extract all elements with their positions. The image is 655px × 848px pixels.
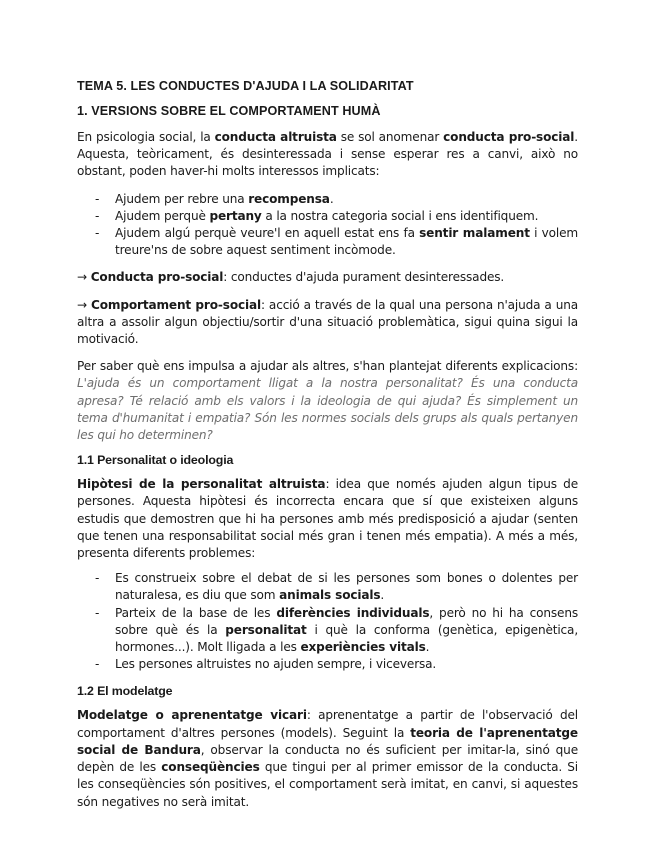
arrow-icon: →: [77, 297, 91, 312]
list-item: - Ajudem algú perquè veure'l en aquell estat ens fa sentir malament i volem treure'ns de sobre aquest sentiment incòmode.: [115, 225, 578, 259]
list-item: - Les persones altruistes no ajuden sempre, i viceversa.: [115, 656, 578, 673]
altruistic-personality-paragraph: Hipòtesi de la personalitat altruista: idea que només ajuden algun tipus de persones. Aquesta hipòtesi és incorrecta encara que sí que existeixen alguns estudis que demostren que hi ha persones amb més predisposició a ajudar (senten que tenen una responsabilitat social més gran i tenen més empatia). A més a més, presenta diferents problemes:: [77, 477, 578, 561]
problems-list: [77, 570, 578, 673]
list-item: - Parteix de la base de les diferències individuals, però no hi ha consens sobre què és la personalitat i què la conforma (genètica, epigenètica, hormones...). Molt lligada a les experiències vitals.: [115, 605, 578, 657]
section-1-2-heading: 1.2 El modelatge: [77, 684, 173, 699]
list-item: - Ajudem perquè pertany a la nostra categoria social i ens identifiquem.: [115, 208, 578, 225]
document-title: TEMA 5. LES CONDUCTES D'AJUDA I LA SOLIDARITAT: [77, 79, 414, 93]
intro-paragraph: En psicologia social, la conducta altruista se sol anomenar conducta pro-social. Aquesta, teòricament, és desinteressada i sense esperar res a canvi, això no obstant, poden haver-hi molts interessos implicats:: [77, 130, 578, 179]
section-1-1-heading: 1.1 Personalitat o ideologia: [77, 453, 234, 468]
list-item: - Ajudem per rebre una recompensa.: [115, 191, 578, 208]
definition-prosocial-behaviour: → Comportament pro-social: acció a través de la qual una persona n'ajuda a una altra a assolir algun objectiu/sortir d'una situació problemàtica, sigui quina sigui la motivació.: [77, 297, 578, 347]
definition-prosocial-conduct: → Conducta pro-social: conductes d'ajuda purament desinteressades.: [77, 270, 505, 285]
arrow-icon: →: [77, 270, 91, 285]
questions-paragraph: Per saber què ens impulsa a ajudar als altres, s'han plantejat diferents explicacions: L'ajuda és un comportament lligat a la nostra personalitat? És una conducta apresa? Té relació amb els valors i la ideologia de qui ajuda? És simplement un tema d'humanitat i empatia? Són les normes socials dels grups als quals pertanyen les qui ho determinen?: [77, 359, 578, 443]
list-item: - Es construeix sobre el debat de si les persones som bones o dolentes per naturalesa, es diu que som animals socials.: [115, 570, 578, 604]
interests-list: [77, 191, 578, 260]
modelling-paragraph: Modelatge o aprenentatge vicari: aprenentatge a partir de l'observació del comportament d'altres persones (models). Seguint la teoria de l'aprenentatge social de Bandura, observar la conducta no és suficient per imitar-la, sinó que depèn de les conseqüències que tingui per al primer emissor de la conducta. Si les conseqüències són positives, el comportament serà imitat, en canvi, si aquestes són negatives no serà imitat.: [77, 708, 579, 809]
section-1-heading: 1. VERSIONS SOBRE EL COMPORTAMENT HUMÀ: [77, 104, 381, 118]
